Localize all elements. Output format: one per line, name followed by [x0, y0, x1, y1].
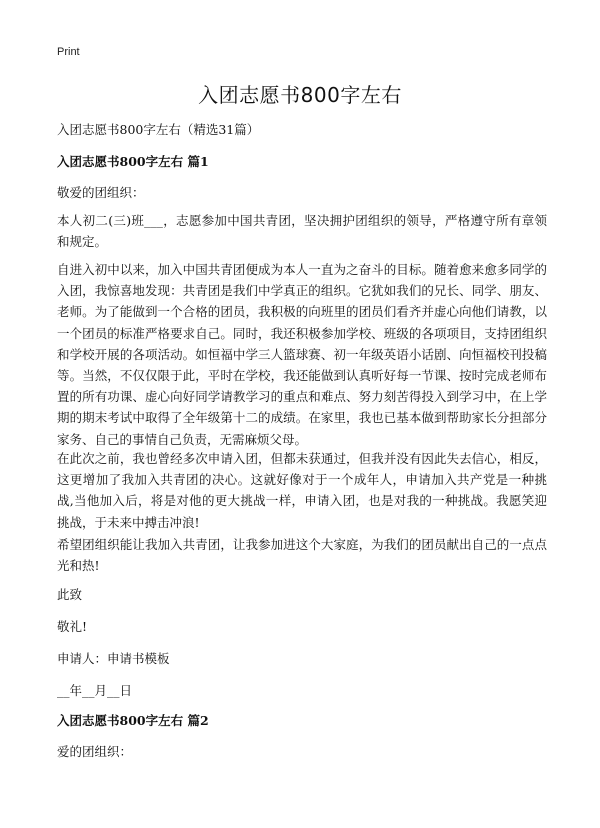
document-subtitle: 入团志愿书800字左右（精选31篇）	[57, 122, 260, 137]
paragraph-3: 在此次之前，我也曾经多次申请入团，但都未获通过，但我并没有因此失去信心，相反，这更增加了我加入共青团的决心。这就好像对于一个成年人，申请加入共产党是一种挑战,当他加入后，将是对他的更大挑战一样，申请入团，也是对我的一种挑战。我愿笑迎挑战，于未来中搏击冲浪!	[57, 451, 547, 530]
page-title: 入团志愿书800字左右	[198, 83, 402, 107]
closing-salutation: 此致	[57, 587, 83, 602]
section-heading-2: 入团志愿书800字左右 篇2	[57, 713, 209, 728]
closing-regards: 敬礼!	[57, 619, 88, 634]
paragraph-2: 自进入初中以来，加入中国共青团便成为本人一直为之奋斗的目标。随着愈来愈多同学的入团，我惊喜地发现：共青团是我们中学真正的组织。它犹如我们的兄长、同学、朋友、老师。为了能做到一个合格的团员，我积极的向班里的团员们看齐并虚心向他们请教，以一个团员的标准严格要求自己。同时，我还积极参加学校、班级的各项项目，支持团组织和学校开展的各项活动。如恒福中学三人篮球赛、初一年级英语小话剧、向恒福校刊投稿等。当然，不仅仅限于此，平时在学校，我还能做到认真听好每一节课、按时完成老师布置的所有功课、虚心向好同学请教学习的重点和难点、努力刻苦得投入到学习中，在上学期的期末考试中取得了全年级第十二的成绩。在家里，我也已基本做到帮助家长分担部分家务、自己的事情自己负责，无需麻烦父母。	[57, 262, 547, 447]
greeting-2: 爱的团组织：	[57, 744, 133, 759]
section-heading-1: 入团志愿书800字左右 篇1	[57, 154, 209, 169]
print-link[interactable]: Print	[57, 46, 80, 58]
date-line: __年__月__日	[57, 683, 133, 698]
paragraph-1: 本人初二(三)班___，志愿参加中国共青团，坚决拥护团组织的领导，严格遵守所有章领和规定。	[57, 213, 547, 250]
greeting-1: 敬爱的团组织：	[57, 185, 145, 200]
paragraph-4: 希望团组织能让我加入共青团，让我参加进这个大家庭，为我们的团员献出自己的一点点光和热!	[57, 537, 547, 574]
applicant-line: 申请人：申请书模板	[57, 651, 170, 666]
